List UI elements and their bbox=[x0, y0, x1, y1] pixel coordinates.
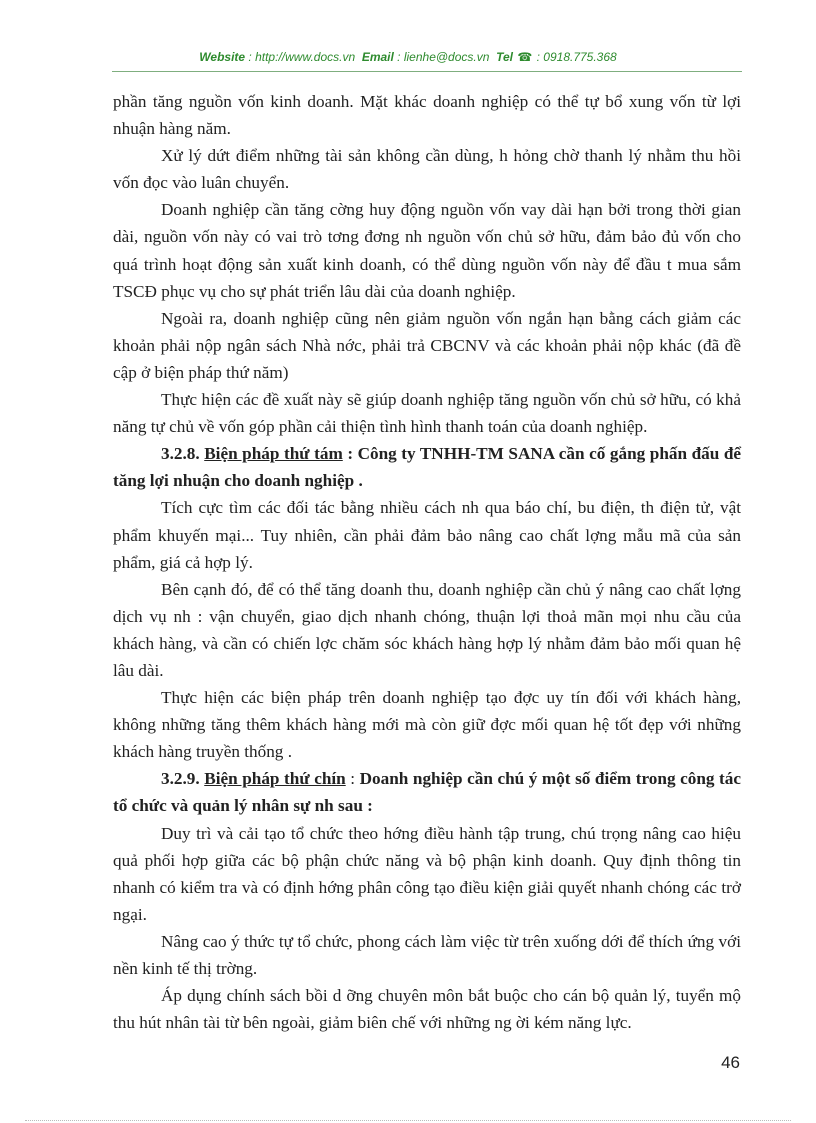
paragraph: phần tăng nguồn vốn kinh doanh. Mặt khác doanh nghiệp có thể tự bổ xung vốn từ lợi nhuận hàng năm. bbox=[113, 92, 741, 139]
phone-icon: ☎ bbox=[517, 50, 533, 64]
page-bottom-border bbox=[25, 1120, 791, 1121]
section-heading-3-2-9 bbox=[113, 765, 741, 819]
website-label: Website bbox=[199, 50, 246, 64]
header-rule bbox=[112, 71, 742, 72]
section-number: 3.2.9. bbox=[161, 769, 200, 789]
section-heading-3-2-8 bbox=[113, 440, 741, 494]
tel-value: : 0918.775.368 bbox=[536, 50, 617, 64]
paragraph: Tích cực tìm các đối tác bằng nhiều cách nh qua báo chí, bu điện, th điện tử, vật phẩm khuyến mại... Tuy nhiên, cần phải đảm bảo nâng cao chất lợng mẫu mã của sản phẩm, giá cả hợp lý. bbox=[113, 498, 741, 572]
paragraph: Áp dụng chính sách bồi d ỡng chuyên môn bắt buộc cho cán bộ quản lý, tuyển mộ thu hút nhân tài từ bên ngoài, giảm biên chế với những ng ời kém năng lực. bbox=[113, 986, 741, 1033]
section-title: Biện pháp thứ chín bbox=[204, 769, 346, 789]
paragraph: Xử lý dứt điểm những tài sản không cần dùng, h hỏng chờ thanh lý nhằm thu hồi vốn đọc vào luân chuyển. bbox=[113, 146, 741, 193]
section-text: Doanh nghiệp cần chú ý một số điểm trong công tác tổ chức và quản lý nhân sự nh sau : bbox=[113, 769, 741, 816]
paragraph: Thực hiện các biện pháp trên doanh nghiệp tạo đợc uy tín đối với khách hàng, không những tăng thêm khách hàng mới mà còn giữ đợc mối quan hệ tốt đẹp với những khách hàng truyền thống . bbox=[113, 688, 741, 762]
page-number: 46 bbox=[721, 1053, 740, 1072]
email-label: Email bbox=[361, 50, 394, 64]
email-value: : lienhe@docs.vn bbox=[397, 50, 490, 64]
document-body bbox=[113, 88, 741, 1036]
page-header bbox=[0, 50, 816, 64]
section-number: 3.2.8. bbox=[161, 444, 200, 464]
paragraph: Doanh nghiệp cần tăng cờng huy động nguồn vốn vay dài hạn bởi trong thời gian dài, nguồn vốn này có vai trò tơng đơng nh nguồn vốn chủ sở hữu, đảm bảo đủ vốn cho quá trình hoạt động sản xuất kinh doanh, có thể dùng nguồn vốn này để đầu t mua sắm TSCĐ phục vụ cho sự phát triển lâu dài của doanh nghiệp. bbox=[113, 200, 741, 301]
tel-label: Tel bbox=[496, 50, 513, 64]
paragraph: Ngoài ra, doanh nghiệp cũng nên giảm nguồn vốn ngắn hạn bằng cách giảm các khoản phải nộp ngân sách Nhà nớc, phải trả CBCNV và các khoản phải nộp khác (đã đề cập ở biện pháp thứ năm) bbox=[113, 308, 741, 382]
section-title: Biện pháp thứ tám bbox=[204, 444, 343, 464]
paragraph: Thực hiện các đề xuất này sẽ giúp doanh nghiệp tăng nguồn vốn chủ sở hữu, có khả năng tự chủ về vốn góp phần cải thiện tình hình thanh toán của doanh nghiệp. bbox=[113, 390, 741, 437]
section-separator: : bbox=[345, 769, 360, 789]
paragraph: Bên cạnh đó, để có thể tăng doanh thu, doanh nghiệp cần chủ ý nâng cao chất lợng dịch vụ nh : vận chuyển, giao dịch nhanh chóng, thuận lợi thoả mãn mọi nhu cầu của khách hàng, và cần có chiến lợc chăm sóc khách hàng hợp lý nhằm đảm bảo mối quan hệ lâu dài. bbox=[113, 579, 741, 680]
paragraph: Duy trì và cải tạo tổ chức theo hớng điều hành tập trung, chú trọng nâng cao hiệu quả phối hợp giữa các bộ phận chức năng và bộ phận kinh doanh. Quy định thông tin nhanh có kiểm tra và có định hớng phân công tạo điều kiện giải quyết nhanh chóng các trở ngại. bbox=[113, 823, 741, 924]
section-text: : Công ty TNHH-TM SANA cần cố gắng phấn đấu để tăng lợi nhuận cho doanh nghiệp . bbox=[113, 444, 742, 491]
website-value: : http://www.docs.vn bbox=[248, 50, 356, 64]
paragraph: Nâng cao ý thức tự tổ chức, phong cách làm việc từ trên xuống dới để thích ứng với nền kinh tế thị trờng. bbox=[113, 931, 741, 978]
